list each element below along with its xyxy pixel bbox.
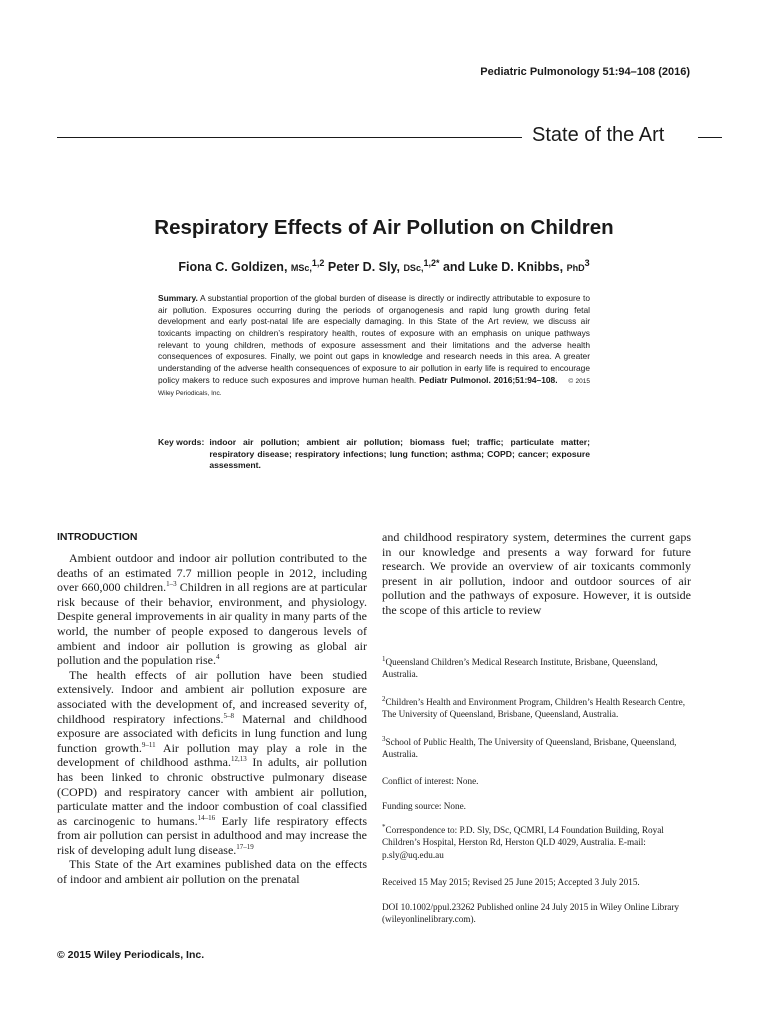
footnote-text: DOI 10.1002/ppul.23262 Published online 24 July 2015 in Wiley Online Library (wileyonlinelibrary.com). xyxy=(382,902,680,925)
summary-citation: Pediatr Pulmonol. 2016;51:94–108. xyxy=(419,374,558,385)
footnote-mark: * xyxy=(382,822,386,831)
author-degree: MSc, xyxy=(290,263,312,273)
author-degree: DSc, xyxy=(403,263,424,273)
body-text: Maternal and childhood exposure are associated with deficits in lung function and lung function growth. xyxy=(57,711,368,755)
keywords-block xyxy=(158,437,590,472)
body-column-right xyxy=(382,530,691,618)
author-name: Fiona C. Goldizen, xyxy=(178,260,288,274)
section-label: State of the Art xyxy=(532,124,665,146)
journal-citation: Pediatric Pulmonology 51:94–108 (2016) xyxy=(480,66,690,78)
footnote-text: School of Public Health, The University of Queensland, Brisbane, Queensland, Australia. xyxy=(382,737,677,760)
citation-ref: 5–8 xyxy=(223,711,235,720)
paragraph xyxy=(57,668,367,858)
citation-ref: 9–11 xyxy=(141,740,156,749)
section-rule-right xyxy=(698,137,722,138)
paragraph: and childhood respiratory system, determines the current gaps in our knowledge and presents a way forward for future research. We provide an overview of air toxicants commonly present in air pollution, indoor and outdoor sources of air pollution and the pathways of exposure. However, it is outside the scope of this article to review xyxy=(382,530,691,617)
abstract xyxy=(158,293,590,400)
footnote xyxy=(382,656,694,681)
author-affiliation: 1,2* xyxy=(423,258,440,268)
footnote xyxy=(382,736,694,761)
body-text: This State of the Art examines published data on the effects of indoor and ambient air pollution on the prenatal xyxy=(57,857,367,887)
footnote xyxy=(382,876,694,888)
keywords-list: indoor air pollution; ambient air pollution; biomass fuel; traffic; particulate matter; respiratory disease; respiratory infections; lung function; asthma; COPD; cancer; exposure assessment. xyxy=(209,437,590,471)
author-name: Peter D. Sly, xyxy=(327,260,400,274)
body-column-left xyxy=(57,551,367,887)
footnote xyxy=(382,824,694,861)
footnote-text: Received 15 May 2015; Revised 25 June 2015; Accepted 3 July 2015. xyxy=(382,877,640,887)
author-list xyxy=(0,260,768,274)
footnote xyxy=(382,775,694,787)
keywords-label: Key words: xyxy=(158,437,205,447)
citation-ref: 1–3 xyxy=(166,580,177,589)
paragraph xyxy=(57,551,367,668)
footnote xyxy=(382,800,694,812)
summary-copyright: © 2015 Wiley Periodicals, Inc. xyxy=(158,377,591,398)
footnote-mark: 2 xyxy=(382,694,386,703)
body-text: Ambient outdoor and indoor air pollution contributed to the deaths of an estimated 7.7 million people in 2012, including over 660,000 children. xyxy=(57,551,367,595)
section-heading-introduction: INTRODUCTION xyxy=(57,531,138,543)
footnote-text: Queensland Children’s Medical Research Institute, Brisbane, Queensland, Australia. xyxy=(382,657,658,680)
citation-ref: 12,13 xyxy=(230,755,247,764)
author-affiliation: 1,2 xyxy=(311,258,325,268)
footnote-mark: 1 xyxy=(382,654,386,663)
body-text: Early life respiratory effects from air pollution can persist in adulthood and may increase the risk of developing adult lung disease. xyxy=(57,813,367,857)
footnote xyxy=(382,901,694,926)
summary-text: A substantial proportion of the global burden of disease is directly or indirectly attributable to exposure to air pollution. Exposures occurring during the periods of organogenesis and rapid lung growth during fetal development and early post-natal life are especially damaging. In this State of the Art review, we discuss air toxicants impacting on children’s respiratory health, routes of exposure with an emphasis on unique pathways relevant to young children, methods of exposure assessment and their limitations and the adverse health consequences of exposures. Finally, we point out gaps in knowledge and research needs in this area. A greater understanding of the adverse health consequences of exposure to air pollution in early life is required to encourage policy makers to reduce such exposures and improve human health. xyxy=(158,293,590,385)
footnote-text: Correspondence to: P.D. Sly, DSc, QCMRI, L4 Foundation Building, Royal Children’s Hospital, Herston Rd, Herston QLD 4029, Australia. E-mail: p.sly@uq.edu.au xyxy=(382,825,664,860)
author-degree: PhD xyxy=(566,263,585,273)
section-rule-left xyxy=(57,137,522,138)
body-text: In adults, air pollution has been linked to chronic obstructive pulmonary disease (COPD) and respiratory cancer with ambient air pollution, particulate matter and the indoor combustion of coal classified as carcinogenic to humans. xyxy=(57,755,367,828)
footer-copyright: © 2015 Wiley Periodicals, Inc. xyxy=(57,949,205,961)
citation-ref: 4 xyxy=(215,653,220,662)
footnote-text: Children’s Health and Environment Program, Children’s Health Research Centre, The University of Queensland, Brisbane, Queensland, Australia. xyxy=(382,697,686,720)
body-text: Air pollution may play a role in the development of childhood asthma. xyxy=(57,740,367,770)
footnote xyxy=(382,696,694,721)
footnote-mark: 3 xyxy=(382,734,386,743)
author-name: and Luke D. Knibbs, xyxy=(442,260,564,274)
author-affiliation: 3 xyxy=(584,258,590,268)
body-text: The health effects of air pollution have been studied extensively. Indoor and ambient air pollution exposure are associated with the development of, and increased severity of, childhood respiratory infections. xyxy=(57,667,367,726)
article-title: Respiratory Effects of Air Pollution on Children xyxy=(154,216,614,239)
summary-label: Summary. xyxy=(158,293,198,303)
citation-ref: 14–16 xyxy=(197,813,216,822)
body-text: Children in all regions are at particular risk because of their behavior, environment, and physiology. Despite general improvements in air quality in many parts of the world, the number of people exposed to dangerous levels of ambient and indoor air pollution is growing as global air pollution and the population rise. xyxy=(57,580,368,668)
footnote-text: Funding source: None. xyxy=(382,801,466,811)
citation-ref: 17–19 xyxy=(236,842,254,851)
footnote-text: Conflict of interest: None. xyxy=(382,776,479,786)
paragraph xyxy=(57,857,367,886)
